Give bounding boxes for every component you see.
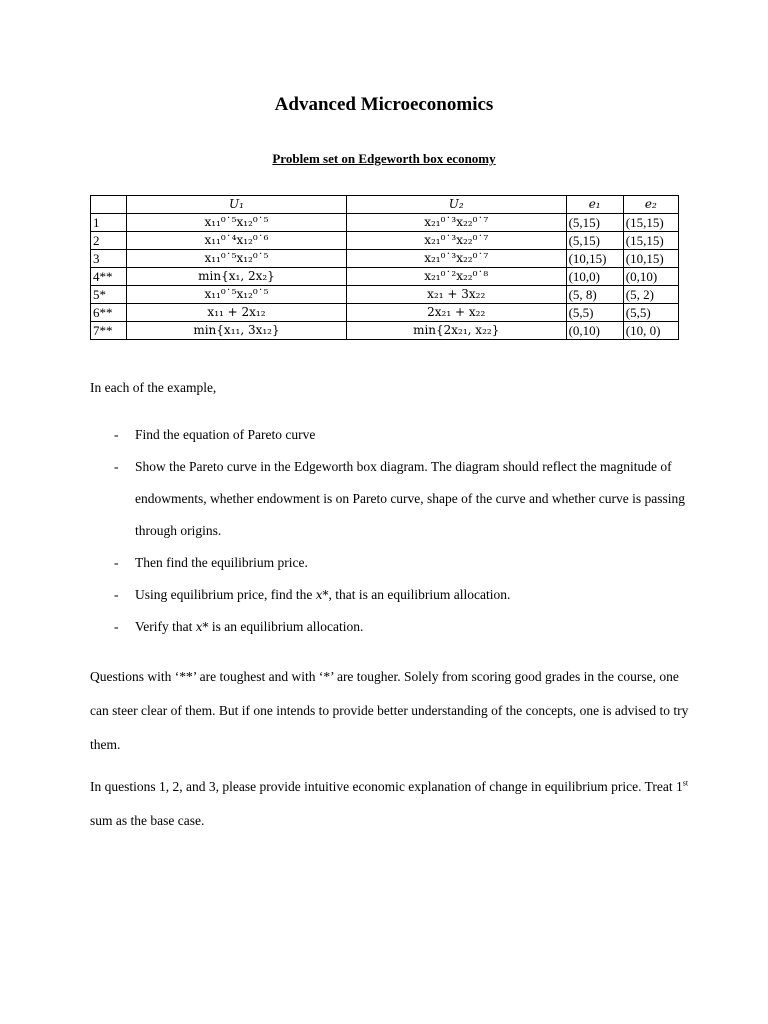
- endowment-1-cell: (5,15): [566, 232, 623, 250]
- task-text: Show the Pareto curve in the Edgeworth box diagram. The diagram should reflect the magnitude of endowments, whether endowment is on Pareto curve, shape of the curve and whether curve is passing through origins.: [135, 459, 685, 538]
- page-subtitle: Problem set on Edgeworth box economy: [272, 151, 496, 166]
- task-text: is an equilibrium allocation.: [208, 619, 364, 634]
- utility-2-cell: min{2x₂₁, x₂₂}: [346, 322, 566, 340]
- utility-1-cell: x₁₁⁰˙⁵x₁₂⁰˙⁵: [127, 250, 347, 268]
- row-number: 3: [91, 250, 127, 268]
- endowment-2-cell: (5, 2): [623, 286, 678, 304]
- task-text: Then find the equilibrium price.: [135, 555, 308, 570]
- explanation-text-end: sum as the base case.: [90, 813, 205, 828]
- utility-1-cell: min{x₁, 2x₂}: [127, 268, 347, 286]
- utility-1-cell: x₁₁⁰˙⁵x₁₂⁰˙⁵: [127, 286, 347, 304]
- list-dash: -: [114, 427, 119, 442]
- list-dash: -: [114, 587, 119, 602]
- intro-text: In each of the example,: [90, 380, 217, 395]
- endowment-2-cell: (10,15): [623, 250, 678, 268]
- row-number: 7**: [91, 322, 127, 340]
- utility-2-cell: x₂₁ + 3x₂₂: [346, 286, 566, 304]
- table-row: [91, 214, 679, 232]
- task-list: [90, 419, 690, 643]
- list-dash: -: [114, 555, 119, 570]
- endowment-1-cell: (5,15): [566, 214, 623, 232]
- problem-table: [90, 195, 679, 340]
- endowment-1-cell: (0,10): [566, 322, 623, 340]
- endowment-2-cell: (10, 0): [623, 322, 678, 340]
- header-cell-e2: e₂: [623, 196, 678, 214]
- endowment-2-cell: (0,10): [623, 268, 678, 286]
- utility-1-cell: x₁₁⁰˙⁵x₁₂⁰˙⁵: [127, 214, 347, 232]
- math-x-star: x*: [195, 620, 209, 634]
- utility-2-cell: x₂₁⁰˙³x₂₂⁰˙⁷: [346, 250, 566, 268]
- endowment-1-cell: (10,0): [566, 268, 623, 286]
- explanation-text: In questions 1, 2, and 3, please provide intuitive economic explanation of change in equilibrium price. Treat 1: [90, 779, 683, 794]
- math-x-star: x*: [315, 588, 329, 602]
- row-number: 5*: [91, 286, 127, 304]
- list-item: [90, 611, 690, 643]
- table-row: [91, 286, 679, 304]
- endowment-1-cell: (10,15): [566, 250, 623, 268]
- page-title: Advanced Microeconomics: [274, 94, 494, 115]
- table-row: [91, 304, 679, 322]
- utility-2-cell: x₂₁⁰˙³x₂₂⁰˙⁷: [346, 214, 566, 232]
- task-text: , that is an equilibrium allocation.: [328, 587, 511, 602]
- endowment-2-cell: (15,15): [623, 214, 678, 232]
- explanation-note: [90, 770, 690, 838]
- utility-2-cell: x₂₁⁰˙²x₂₂⁰˙⁸: [346, 268, 566, 286]
- endowment-1-cell: (5,5): [566, 304, 623, 322]
- header-cell-number: [91, 196, 127, 214]
- list-item: [90, 451, 690, 547]
- task-text: Using equilibrium price, find the: [135, 587, 316, 602]
- utility-1-cell: x₁₁⁰˙⁴x₁₂⁰˙⁶: [127, 232, 347, 250]
- table-row: [91, 322, 679, 340]
- utility-1-cell: min{x₁₁, 3x₁₂}: [127, 322, 347, 340]
- row-number: 2: [91, 232, 127, 250]
- task-text: Find the equation of Pareto curve: [135, 427, 316, 442]
- row-number: 4**: [91, 268, 127, 286]
- row-number: 1: [91, 214, 127, 232]
- table-row: [91, 232, 679, 250]
- endowment-1-cell: (5, 8): [566, 286, 623, 304]
- utility-1-cell: x₁₁ + 2x₁₂: [127, 304, 347, 322]
- difficulty-note: Questions with ‘**’ are toughest and with ‘*’ are tougher. Solely from scoring good grades in the course, one can steer clear of them. But if one intends to provide better understanding of the concepts, one is advised to try them.: [90, 669, 689, 752]
- utility-2-cell: 2x₂₁ + x₂₂: [346, 304, 566, 322]
- ordinal-suffix: st: [682, 778, 689, 788]
- list-dash: -: [114, 619, 119, 634]
- endowment-2-cell: (15,15): [623, 232, 678, 250]
- table-header-row: [91, 196, 679, 214]
- row-number: 6**: [91, 304, 127, 322]
- task-text: Verify that: [135, 619, 196, 634]
- endowment-2-cell: (5,5): [623, 304, 678, 322]
- header-cell-u2: U₂: [346, 196, 566, 214]
- table-row: [91, 268, 679, 286]
- header-cell-e1: e₁: [566, 196, 623, 214]
- table-row: [91, 250, 679, 268]
- list-item: [90, 547, 690, 579]
- list-dash: -: [114, 459, 119, 474]
- list-item: [90, 419, 690, 451]
- header-cell-u1: U₁: [127, 196, 347, 214]
- list-item: [90, 579, 690, 611]
- utility-2-cell: x₂₁⁰˙³x₂₂⁰˙⁷: [346, 232, 566, 250]
